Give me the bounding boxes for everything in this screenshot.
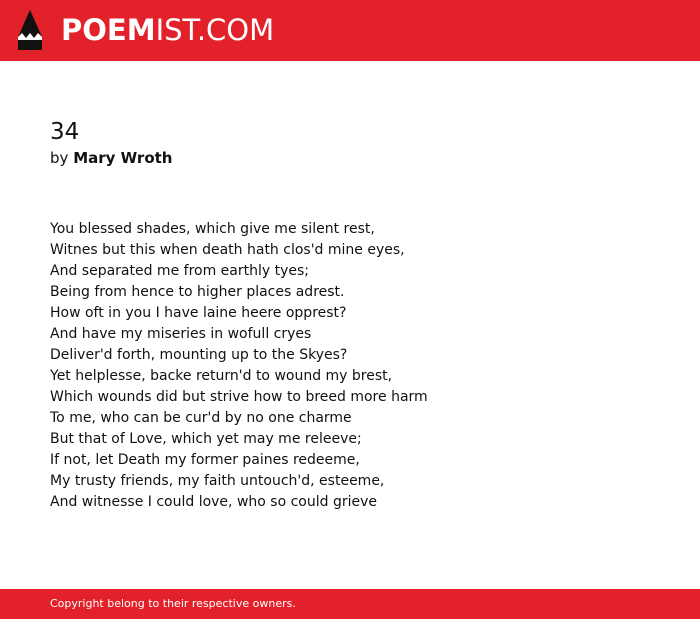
site-header (0, 0, 700, 61)
logo-light-text: IST.COM (155, 13, 275, 47)
poem-line: And witnesse I could love, who so could grieve (50, 494, 378, 510)
copyright-text: Copyright belong to their respective owners. (50, 597, 296, 610)
poem-line: To me, who can be cur'd by no one charme (50, 410, 352, 426)
poem-line: Being from hence to higher places adrest. (50, 284, 345, 300)
poem-body (50, 219, 670, 513)
poem-title: 34 (50, 119, 80, 145)
poem-line: If not, let Death my former paines redeeme, (50, 452, 360, 468)
pencil-tip-icon[interactable] (17, 9, 43, 51)
author-name: Mary Wroth (73, 149, 173, 167)
poem-line: How oft in you I have laine heere opprest? (50, 305, 347, 321)
site-logo[interactable] (61, 13, 274, 47)
poem-line: My trusty friends, my faith untouch'd, esteeme, (50, 473, 385, 489)
poem-heading (50, 118, 670, 168)
poem-line: But that of Love, which yet may me releeve; (50, 431, 362, 447)
poem-line: Deliver'd forth, mounting up to the Skyes? (50, 347, 348, 363)
poem-line: And separated me from earthly tyes; (50, 263, 309, 279)
byline (50, 148, 670, 168)
poem-line: You blessed shades, which give me silent rest, (50, 221, 375, 237)
site-footer (0, 589, 700, 619)
poem-line: Witnes but this when death hath clos'd mine eyes, (50, 242, 405, 258)
by-label: by (50, 149, 69, 167)
poem-line: And have my miseries in wofull cryes (50, 326, 312, 342)
logo-bold-text: POEM (61, 13, 156, 47)
poem-line: Yet helplesse, backe return'd to wound my brest, (50, 368, 393, 384)
poem-line: Which wounds did but strive how to breed more harm (50, 389, 428, 405)
